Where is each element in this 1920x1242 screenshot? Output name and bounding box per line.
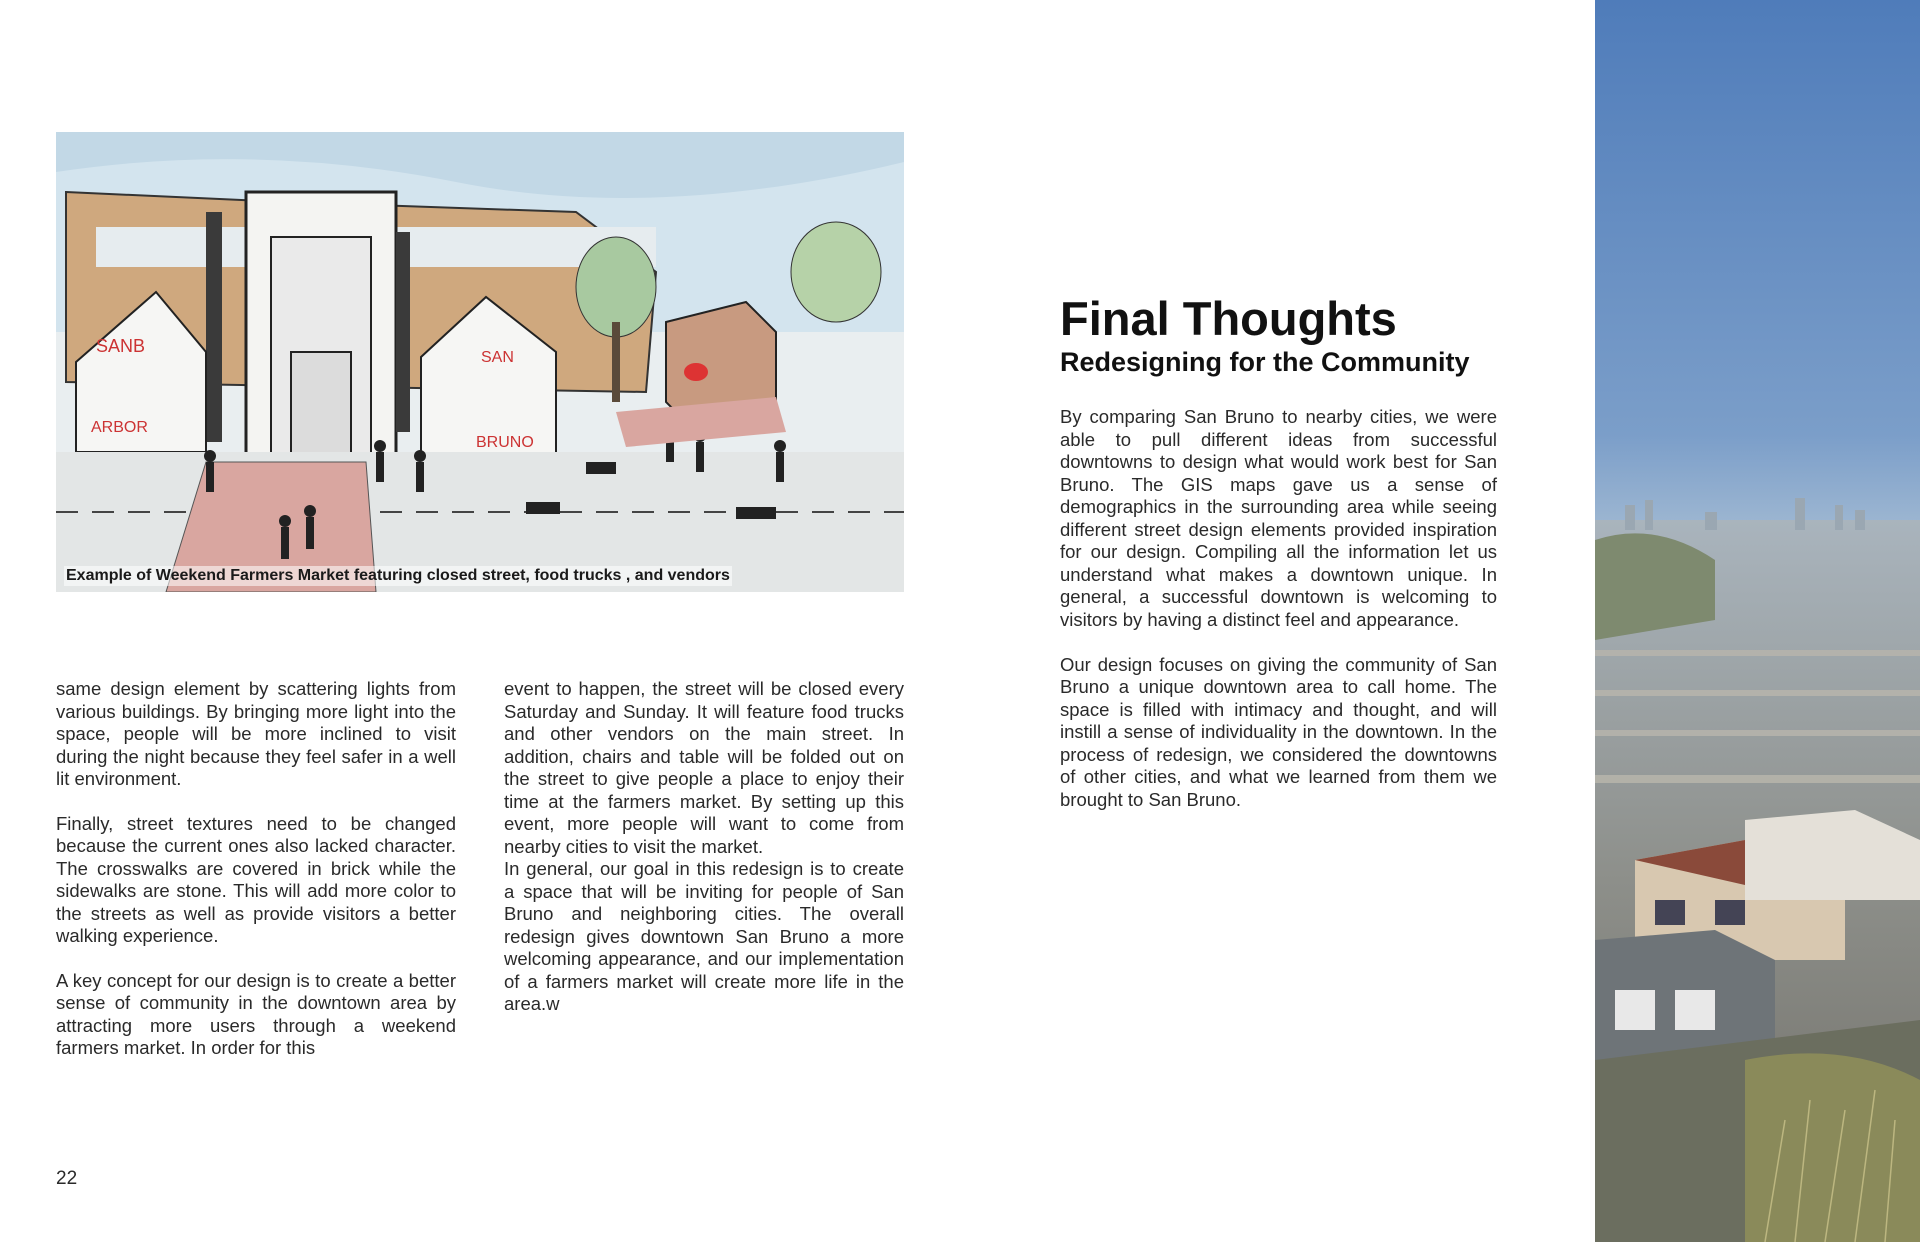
farmers-market-sketch <box>56 132 904 592</box>
middle-text-column <box>504 678 904 1038</box>
paragraph: Our design focuses on giving the community of San Bruno a unique downtown area to call home. The space is filled with intimacy and thought, and will instill a sense of individuality in the downtown. In the process of redesign, we considered the downtowns of other cities, and what we learned from them we brought to San Bruno. <box>1060 653 1497 810</box>
paragraph: Finally, street textures need to be changed because the current ones also lacked character. The crosswalks are covered in brick while the sidewalks are stone. This will add more color to the streets as well as provide visitors a better walking experience. <box>56 812 456 946</box>
page-number: 22 <box>56 1168 78 1189</box>
paragraph: event to happen, the street will be closed every Saturday and Sunday. It will feature food trucks and other vendors on the main street. In addition, chairs and table will be folded out on the street to give people a place to enjoy their time at the farmers market. By setting up this event, more people will want to come from nearby cities to visit the market. <box>504 678 904 857</box>
svg-text:BRUNO: BRUNO <box>476 434 534 451</box>
page-title: Final Thoughts <box>1060 292 1397 345</box>
paragraph: A key concept for our design is to create a better sense of community in the downtown area by attracting more users through a weekend farmers market. In order for this <box>56 969 456 1058</box>
right-text-column <box>1060 406 1497 834</box>
paragraph: same design element by scattering lights from various buildings. By bringing more light into the space, people will be more inclined to visit during the night because they feel safer in a well lit environment. <box>56 678 456 789</box>
sketch-illustration <box>56 132 904 592</box>
svg-text:SANB: SANB <box>96 336 146 356</box>
paragraph: In general, our goal in this redesign is to create a space that will be inviting for people of San Bruno and neighboring cities. The overall redesign gives downtown San Bruno a more welcoming appearance, and our implementation of a farmers market will create more life in the area.w <box>504 858 904 1014</box>
city-view-photo <box>1595 0 1920 1242</box>
page-subtitle: Redesigning for the Community <box>1060 347 1470 377</box>
figure-caption: Example of Weekend Farmers Market featuring closed street, food trucks , and vendors <box>66 567 730 584</box>
section-heading <box>1060 292 1520 378</box>
svg-text:SAN: SAN <box>481 349 514 366</box>
city-photo-illustration <box>1595 0 1920 1242</box>
paragraph: By comparing San Bruno to nearby cities, we were able to pull different ideas from successful downtowns to design what would work best for San Bruno. The GIS maps gave us a sense of demographics in the surrounding area while seeing different street design elements provided inspiration for our design. Compiling all the information let us understand what makes a downtown unique. In general, a successful downtown is welcoming to visitors by having a distinct feel and appearance. <box>1060 406 1497 630</box>
left-text-column <box>56 678 456 1082</box>
svg-text:ARBOR: ARBOR <box>91 419 148 436</box>
